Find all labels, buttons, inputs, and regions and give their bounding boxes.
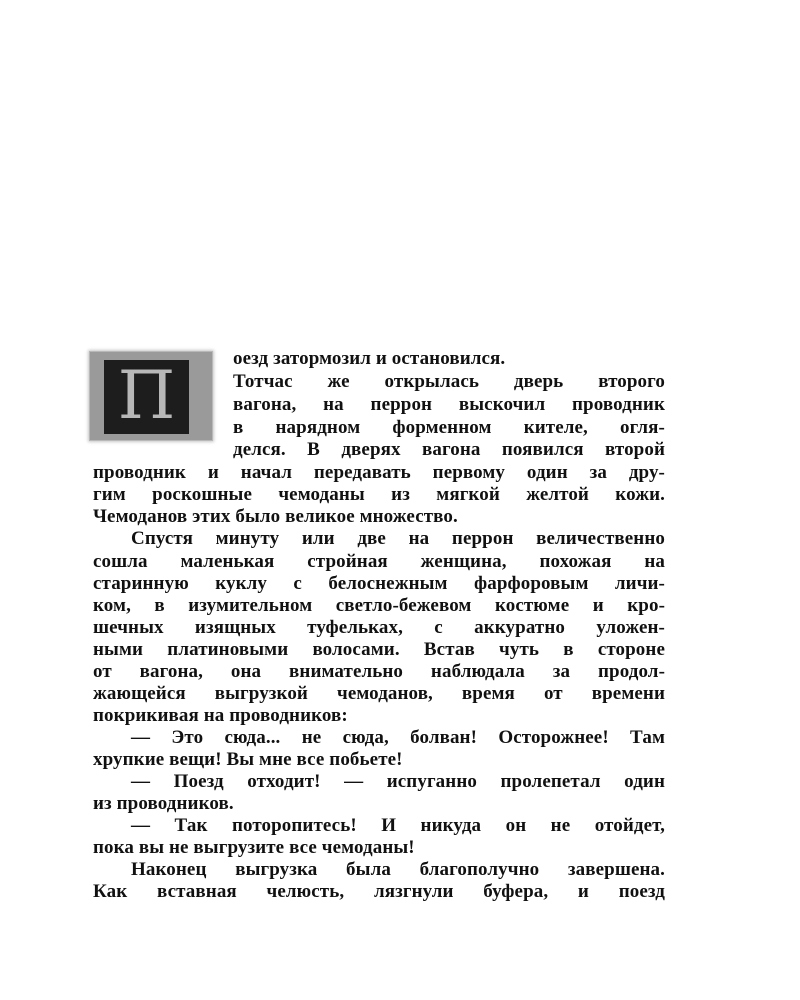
text-line: от вагона, она внимательно наблюдала за продол- xyxy=(93,661,665,682)
drop-cap-box xyxy=(104,357,189,434)
drop-cap-letter: П xyxy=(117,357,176,434)
text-line: ком, в изумительном светло-бежевом костюме и кро- xyxy=(93,595,665,616)
text-line: — Так поторопитесь! И никуда он не отойдет, xyxy=(131,815,665,836)
text-line: Чемоданов этих было великое множество. xyxy=(93,506,458,527)
text-line: хрупкие вещи! Вы мне все побьете! xyxy=(93,749,403,770)
drop-cap-frame xyxy=(90,352,212,440)
text-line: сошла маленькая стройная женщина, похожая на xyxy=(93,551,665,572)
text-line: делся. В дверях вагона появился второй xyxy=(233,439,665,460)
text-line: шечных изящных туфельках, с аккуратно уложен- xyxy=(93,617,665,638)
text-line: вагона, на перрон выскочил проводник xyxy=(233,394,665,415)
text-line: Тотчас же открылась дверь второго xyxy=(233,371,665,392)
text-line: гим роскошные чемоданы из мягкой желтой кожи. xyxy=(93,484,665,505)
text-line: Как вставная челюсть, лязгнули буфера, и поезд xyxy=(93,881,665,902)
text-line: из проводников. xyxy=(93,793,234,814)
text-line: — Это сюда... не сюда, болван! Осторожнее! Там xyxy=(131,727,665,748)
text-line: Наконец выгрузка была благополучно завершена. xyxy=(131,859,665,880)
text-line: — Поезд отходит! — испуганно пролепетал один xyxy=(131,771,665,792)
text-line: жающейся выгрузкой чемоданов, время от времени xyxy=(93,683,665,704)
text-line: покрикивая на проводников: xyxy=(93,705,348,726)
text-line: в нарядном форменном кителе, огля- xyxy=(233,417,665,438)
text-line: Спустя минуту или две на перрон величественно xyxy=(131,528,665,549)
text-line: старинную куклу с белоснежным фарфоровым личи- xyxy=(93,573,665,594)
text-line: ными платиновыми волосами. Встав чуть в стороне xyxy=(93,639,665,660)
text-line: пока вы не выгрузите все чемоданы! xyxy=(93,837,415,858)
text-line: проводник и начал передавать первому один за дру- xyxy=(93,462,665,483)
text-line: оезд затормозил и остановился. xyxy=(233,348,506,369)
